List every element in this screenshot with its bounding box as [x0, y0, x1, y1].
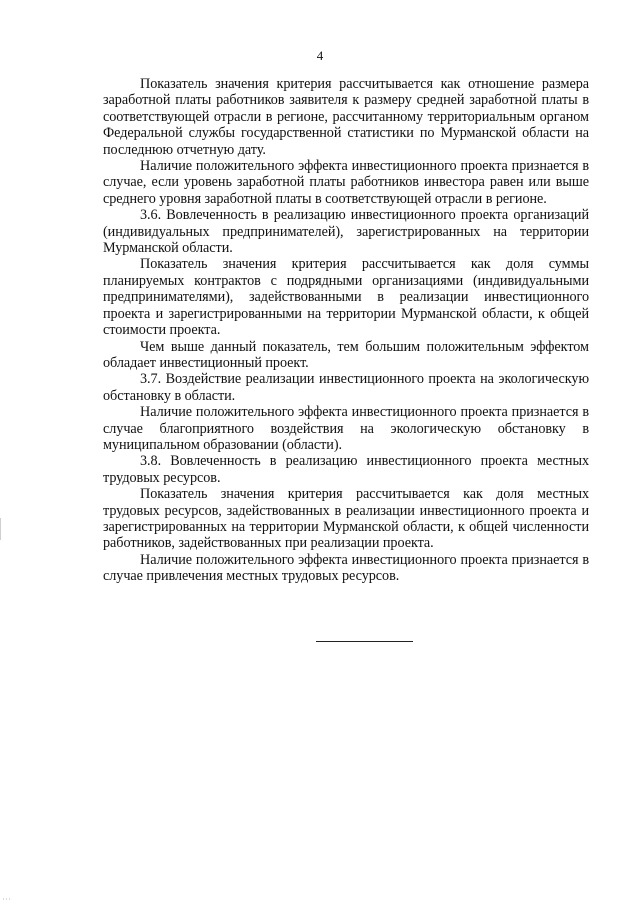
paragraph-ecology-positive-effect: Наличие положительного эффекта инвестиционного проекта признается в случае благоприятного воздействия на экологическую обстановку в муниципальном образовании (области).	[103, 404, 589, 453]
page-number: 4	[316, 48, 324, 63]
end-of-document-line	[316, 641, 413, 642]
scan-corner-dots	[2, 898, 12, 900]
paragraph-contractors-share-method: Показатель значения критерия рассчитывается как доля суммы планируемых контрактов с подрядными организациями (индивидуальными предпринимателями), задействованными в реализации инвестиционного проекта и зарегистрированными на территории Мурманской области, к общей стоимости проекта.	[103, 256, 589, 339]
paragraph-section-3-8: 3.8. Вовлеченность в реализацию инвестиционного проекта местных трудовых ресурсов.	[103, 453, 589, 486]
paragraph-local-labor-positive-effect: Наличие положительного эффекта инвестиционного проекта признается в случае привлечения местных трудовых ресурсов.	[103, 551, 589, 585]
paragraph-contractors-effect: Чем выше данный показатель, тем большим положительным эффектом обладает инвестиционный проект.	[103, 338, 589, 371]
paragraph-local-labor-share-method: Показатель значения критерия рассчитывается как доля местных трудовых ресурсов, задействованных в реализации инвестиционного проекта и зарегистрированных на территории Мурманской области, к общей численности работников, задействованных при реализации проекта.	[103, 486, 589, 552]
scan-edge-mark	[0, 518, 1, 540]
paragraph-section-3-7: 3.7. Воздействие реализации инвестиционного проекта на экологическую обстановку в области.	[103, 371, 589, 404]
paragraph-wage-ratio-method: Показатель значения критерия рассчитывается как отношение размера заработной платы работников заявителя к размеру средней заработной платы в соответствующей отрасли в регионе, рассчитанному территориальным органом Федеральной службы государственной статистики по Мурманской области на последнюю отчетную дату.	[103, 76, 589, 158]
paragraph-section-3-6: 3.6. Вовлеченность в реализацию инвестиционного проекта организаций (индивидуальных предпринимателей), зарегистрированных на территории Мурманской области.	[103, 207, 589, 257]
document-body	[103, 76, 589, 585]
paragraph-wage-positive-effect: Наличие положительного эффекта инвестиционного проекта признается в случае, если уровень заработной платы работников инвестора равен или выше среднего уровня заработной платы в соответствующей отрасли в регионе.	[103, 158, 589, 207]
